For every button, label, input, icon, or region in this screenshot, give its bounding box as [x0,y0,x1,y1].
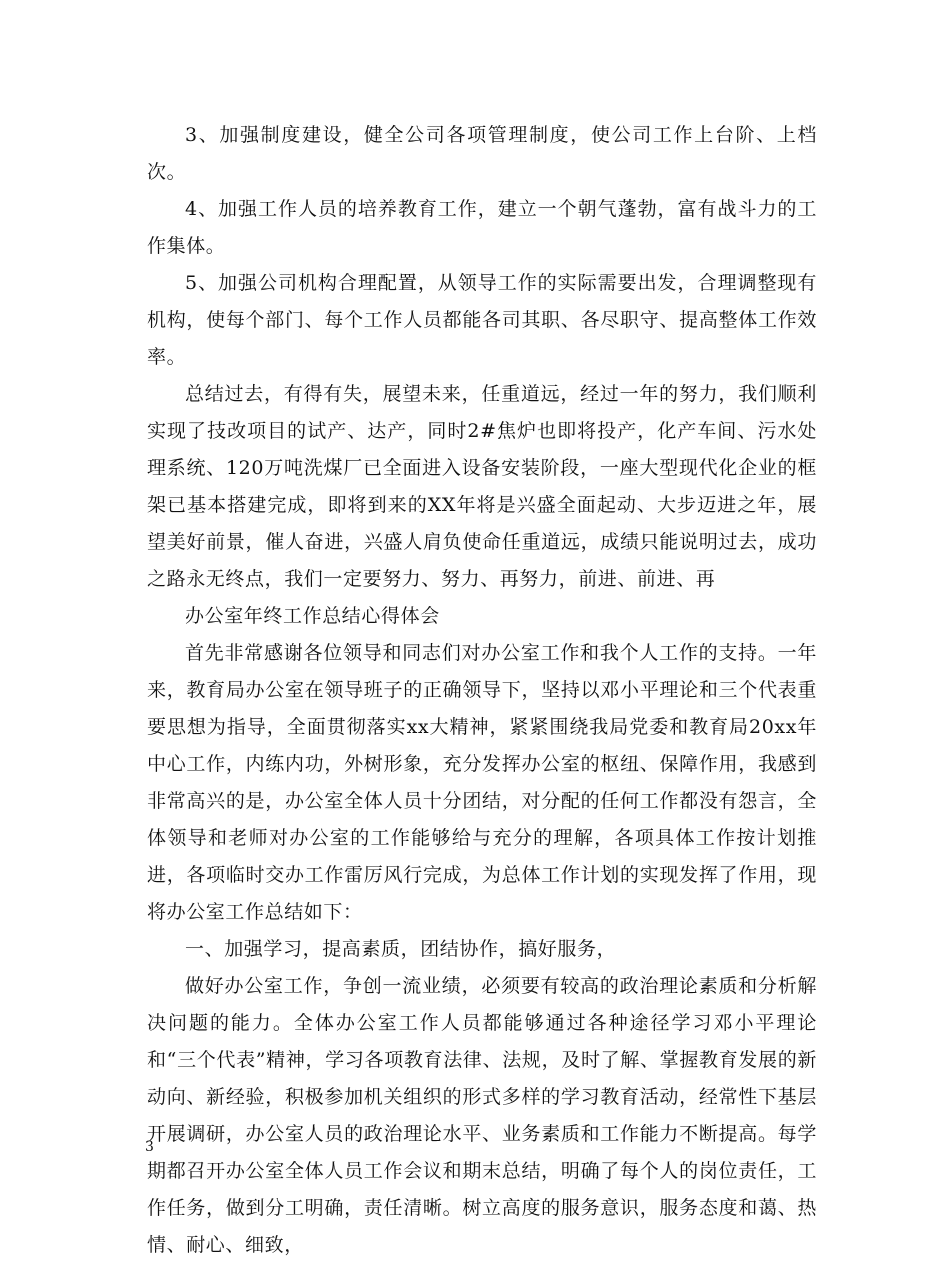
paragraph-item-4: 4、加强工作人员的培养教育工作，建立一个朝气蓬勃，富有战斗力的工作集体。 [147,198,817,257]
intro-paragraph: 首先非常感谢各位领导和同志们对办公室工作和我个人工作的支持。一年来，教育局办公室在领导班子的正确领导下，坚持以邓小平理论和三个代表重要思想为指导，全面贯彻落实xx大精神，紧紧围绕我局党委和教育局20xx年中心工作，内练内功，外树形象，充分发挥办公室的枢纽、保障作用，我感到非常高兴的是，办公室全体人员十分团结，对分配的任何工作都没有怨言，全体领导和老师对办公室的工作能够给与充分的理解，各项具体工作按计划推进，各项临时交办工作雷厉风行完成，为总体工作计划的实现发挥了作用，现将办公室工作总结如下： [147,642,817,923]
body-paragraph: 做好办公室工作，争创一流业绩，必须要有较高的政治理论素质和分析解决问题的能力。全体办公室工作人员都能够通过各种途径学习邓小平理论和“三个代表”精神，学习各项教育法律、法规，及时了解、掌握教育发展的新动向、新经验，积极参加机关组织的形式多样的学习教育活动，经常性下基层开展调研，办公室人员的政治理论水平、业务素质和工作能力不断提高。每学期都召开办公室全体人员工作会议和期末总结，明确了每个人的岗位责任，工作任务，做到分工明确，责任清晰。树立高度的服务意识，服务态度和蔼、热情、耐心、细致， [147,975,817,1256]
section-heading: 一、加强学习，提高素质，团结协作，搞好服务， [185,938,617,960]
section-title: 办公室年终工作总结心得体会 [185,605,440,627]
paragraph-item-3: 3、加强制度建设，健全公司各项管理制度，使公司工作上台阶、上档次。 [147,124,817,183]
page-number: 3 [145,1139,154,1155]
document-body [147,117,817,1264]
summary-paragraph: 总结过去，有得有失，展望未来，任重道远，经过一年的努力，我们顺利实现了技改项目的试产、达产，同时2#焦炉也即将投产，化产车间、污水处理系统、120万吨洗煤厂已全面进入设备安装阶段，一座大型现代化企业的框架已基本搭建完成，即将到来的XX年将是兴盛全面起动、大步迈进之年，展望美好前景，催人奋进，兴盛人肩负使命任重道远，成绩只能说明过去，成功之路永无终点，我们一定要努力、努力、再努力，前进、前进、再 [147,383,817,590]
paragraph-item-5: 5、加强公司机构合理配置，从领导工作的实际需要出发，合理调整现有机构，使每个部门、每个工作人员都能各司其职、各尽职守、提高整体工作效率。 [147,272,817,368]
